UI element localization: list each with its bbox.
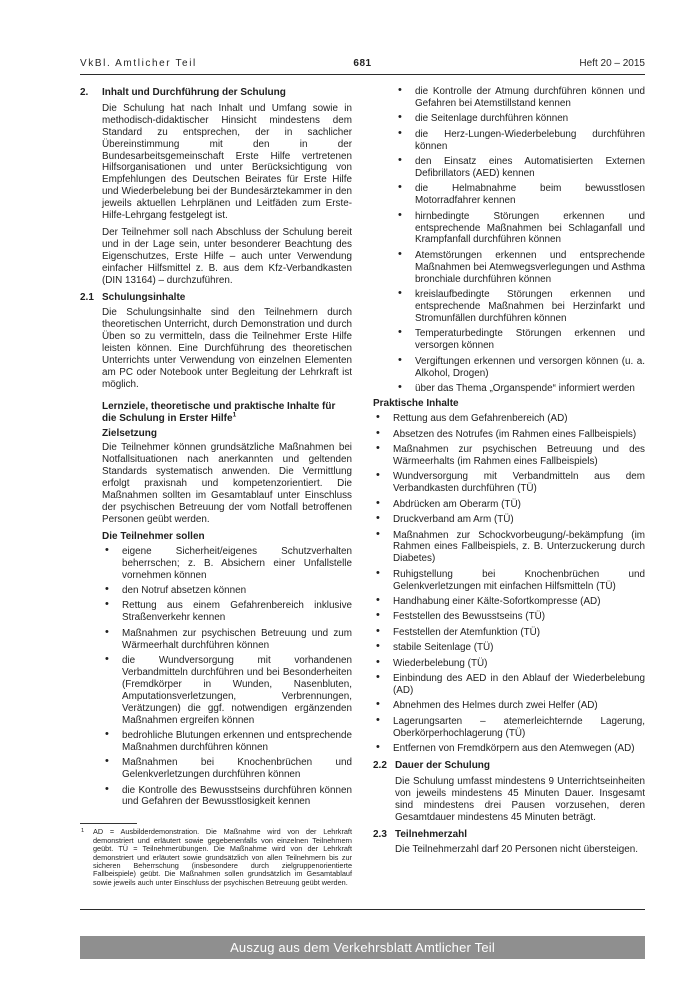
footer-banner-text: Auszug aus dem Verkehrsblatt Amtlicher Teil: [230, 940, 495, 955]
section-2-number: 2.: [80, 87, 89, 98]
section-2-2-paragraph: Die Schulung umfasst mindestens 9 Unterrichtseinheiten von jeweils mindestens 45 Minuten Dauer. Insgesamt sind mindestens drei Pausen vorzusehen, deren Gesamtdauer mindestens 45 Minuten beträgt.: [395, 775, 645, 823]
bullet-item: • den Einsatz eines Automatisierten Externen Defibrillators (AED) kennen: [395, 156, 645, 180]
bullet-item: • über das Thema „Organspende“ informiert werden: [395, 383, 645, 395]
bullet-item: • Abnehmen des Helmes durch zwei Helfer (AD): [373, 700, 645, 712]
section-2-paragraph-2: Der Teilnehmer soll nach Abschluss der Schulung bereit und in der Lage sein, unter besonderer Beachtung des Eigenschutzes, Erste Hilfe – auch unter Verwendung einfacher Hilfsmittel z. B. aus dem Kfz-Verbandkasten (DIN 13164) – durchzuführen.: [102, 226, 352, 286]
bullet-item: • die Kontrolle des Bewusstseins durchführen können und Gefahren der Bewusstlosigkeit kennen: [102, 785, 352, 809]
zielsetzung-heading: Zielsetzung: [102, 427, 158, 439]
bullet-item: • stabile Seitenlage (TÜ): [373, 642, 645, 654]
footnote-body: [80, 828, 352, 887]
section-2-3-heading: [373, 829, 645, 841]
bullet-item: • bedrohliche Blutungen erkennen und entsprechende Maßnahmen durchführen können: [102, 730, 352, 754]
bullet-item: • Maßnahmen zur Schockvorbeugung/-bekämpfung (im Rahmen eines Fallbeispiels, z. B. Unterzuckerung durch Diabetes): [373, 530, 645, 566]
bottom-divider: [80, 909, 645, 910]
teilnehmer-goals-list: [102, 546, 352, 809]
lernziele-subtitle: [102, 401, 352, 425]
teilnehmer-goals-list-continued: [395, 86, 645, 395]
footnote-block: [80, 823, 352, 887]
footnote-divider: [80, 823, 137, 824]
zielsetzung-paragraph: Die Teilnehmer können grundsätzliche Maßnahmen bei Notfallsituationen nach anerkannten und geltenden Standards systematisch anwenden. Die Vermittlung erfolgt praxisnah und kompetenzorientiert. Die Maßnahmen sollten im Gesamtablauf unter Einschluss der psychischen Betreuung der vom Notfall betroffenen Personen geübt werden.: [102, 442, 352, 525]
footnote-text: AD = Ausbilderdemonstration. Die Maßnahme wird von der Lehrkraft demonstriert und erläutert sowie gegebenenfalls von einzelnen Teilnehmern geübt. TÜ = Teilnehmerübungen. Die Maßnahme wird von der Lehrkraft demonstriert und erläutert sowie grundsätzlich von allen Teilnehmern bis zur sicheren Beherrschung (insbesondere durch zielgruppenorientierte Fallbeispiele) geübt. Die Maßnahmen sollen grundsätzlich im Gesamtablauf sowie jeweils auch unter Einschluss der psychischen Betreuung geübt werden.: [93, 827, 352, 887]
bullet-item: • die Helmabnahme beim bewusstlosen Motorradfahrer kennen: [395, 183, 645, 207]
bullet-item: • Rettung aus dem Gefahrenbereich (AD): [373, 413, 645, 425]
section-2-3-paragraph: Die Teilnehmerzahl darf 20 Personen nicht übersteigen.: [395, 844, 638, 856]
bullet-item: • die Wundversorgung mit vorhandenen Verbandmitteln durchführen und bei Besonderheiten (Fremdkörper in Wunden, Nasenbluten, Amputationsverletzungen, Verbrennungen, Verätzungen) die ggf. notwendigen ergänzenden Maßnahmen ergreifen können: [102, 655, 352, 726]
section-2-title: Inhalt und Durchführung der Schulung: [102, 87, 286, 98]
bullet-item: • die Kontrolle der Atmung durchführen können und Gefahren bei Atemstillstand kennen: [395, 86, 645, 110]
bullet-item: • Maßnahmen zur psychischen Betreuung und des Wärmeerhalts (im Rahmen eines Fallbeispiels): [373, 444, 645, 468]
bullet-item: • Lagerungsarten – atemerleichternde Lagerung, Oberkörperhochlagerung (TÜ): [373, 716, 645, 740]
bullet-item: • Atemstörungen erkennen und entsprechende Maßnahmen bei Atemwegsverlegungen und Asthma bronchiale durchführen können: [395, 250, 645, 286]
section-2-2-title: Dauer der Schulung: [395, 760, 491, 771]
footnote-reference: 1: [232, 411, 237, 419]
bullet-item: • Feststellen der Atemfunktion (TÜ): [373, 627, 645, 639]
bullet-item: • die Herz-Lungen-Wiederbelebung durchführen können: [395, 129, 645, 153]
bullet-item: • Handhabung einer Kälte-Sofortkompresse (AD): [373, 596, 645, 608]
praktische-inhalte-heading: Praktische Inhalte: [373, 398, 459, 410]
section-2-heading: [80, 87, 352, 99]
bullet-item: • eigene Sicherheit/eigenes Schutzverhalten beherrschen; z. B. Absichern einer Unfallstelle vornehmen können: [102, 546, 352, 582]
bullet-item: • Maßnahmen zur psychischen Betreuung und zum Wärmeerhalt durchführen können: [102, 628, 352, 652]
section-2-paragraph-1: Die Schulung hat nach Inhalt und Umfang sowie in methodisch-didaktischer Hinsicht mindestens dem Standard zu entsprechen, der in sachlicher Übereinstimmung mit den in der Bundesarbeitsgemeinschaft Erste Hilfe vertretenen Hilfsorganisationen und unter Berücksichtigung von Empfehlungen des Deutschen Beirates für Erste Hilfe und Wiederbelebung bei der Bundesärztekammer in den jeweils aktuellen Lehrplänen und Leitfäden zum Erste-Hilfe-Lehrgang festgelegt ist.: [102, 102, 352, 222]
bullet-item: • Maßnahmen bei Knochenbrüchen und Gelenkverletzungen durchführen können: [102, 757, 352, 781]
footer-banner: [80, 936, 645, 959]
bullet-item: • Abdrücken am Oberarm (TÜ): [373, 499, 645, 511]
right-column: [373, 86, 645, 887]
bullet-item: • hirnbedingte Störungen erkennen und entsprechende Maßnahmen bei Schlaganfall und Krampfanfall durchführen können: [395, 211, 645, 247]
section-2-1-paragraph: Die Schulungsinhalte sind den Teilnehmern durch theoretischen Unterricht, durch Demonstration und durch Üben so zu vermitteln, dass die Teilnehmer Erste Hilfe leisten können. Eine Durchführung des theoretischen Unterrichts unter Verwendung von einzelnen Elementen am PC oder Notebook unter Begleitung der Lehrkraft ist möglich.: [102, 307, 352, 390]
section-2-2-heading: [373, 760, 645, 772]
section-2-1-number: 2.1: [80, 291, 94, 303]
left-column: [80, 86, 352, 887]
section-2-3-number: 2.3: [373, 828, 387, 840]
bullet-item: • kreislaufbedingte Störungen erkennen und entsprechende Maßnahmen bei Herzinfarkt und Stromunfällen durchführen können: [395, 289, 645, 325]
bullet-item: • Rettung aus einem Gefahrenbereich inklusive Straßenverkehr kennen: [102, 600, 352, 624]
bullet-item: • Ruhigstellung bei Knochenbrüchen und Gelenkverletzungen mit einfachen Hilfsmitteln (TÜ): [373, 569, 645, 593]
header-divider: [80, 74, 645, 75]
bullet-item: • Vergiftungen erkennen und versorgen können (u. a. Alkohol, Drogen): [395, 356, 645, 380]
praktische-inhalte-list: [373, 413, 645, 755]
lernziele-subtitle-text: Lernziele, theoretische und praktische Inhalte für die Schulung in Erster Hilfe: [102, 400, 336, 424]
bullet-item: • Druckverband am Arm (TÜ): [373, 514, 645, 526]
bullet-item: • die Seitenlage durchführen können: [395, 113, 645, 125]
bullet-item: • Wiederbelebung (TÜ): [373, 658, 645, 670]
issue-label: Heft 20 – 2015: [579, 58, 645, 69]
section-2-3-title: Teilnehmerzahl: [395, 828, 468, 840]
bullet-item: • den Notruf absetzen können: [102, 585, 352, 597]
bullet-item: • Absetzen des Notrufes (im Rahmen eines Fallbeispiels): [373, 429, 645, 441]
section-2-2-number: 2.2: [373, 760, 387, 771]
page-number: 681: [353, 58, 372, 69]
footnote-marker: 1: [81, 828, 85, 835]
bullet-item: • Entfernen von Fremdkörpern aus den Atemwegen (AD): [373, 743, 645, 755]
page-header: [80, 58, 645, 70]
section-2-1-heading: [80, 292, 352, 304]
bullet-item: • Temperaturbedingte Störungen erkennen und versorgen können: [395, 328, 645, 352]
bullet-item: • Feststellen des Bewusstseins (TÜ): [373, 611, 645, 623]
journal-title: VkBl. Amtlicher Teil: [80, 58, 197, 69]
bullet-item: • Wundversorgung mit Verbandmitteln aus dem Verbandkasten durchführen (TÜ): [373, 471, 645, 495]
two-column-body: [80, 86, 645, 887]
teilnehmer-sollen-heading: Die Teilnehmer sollen: [102, 530, 205, 542]
bullet-item: • Einbindung des AED in den Ablauf der Wiederbelebung (AD): [373, 673, 645, 697]
section-2-1-title: Schulungsinhalte: [102, 291, 186, 303]
